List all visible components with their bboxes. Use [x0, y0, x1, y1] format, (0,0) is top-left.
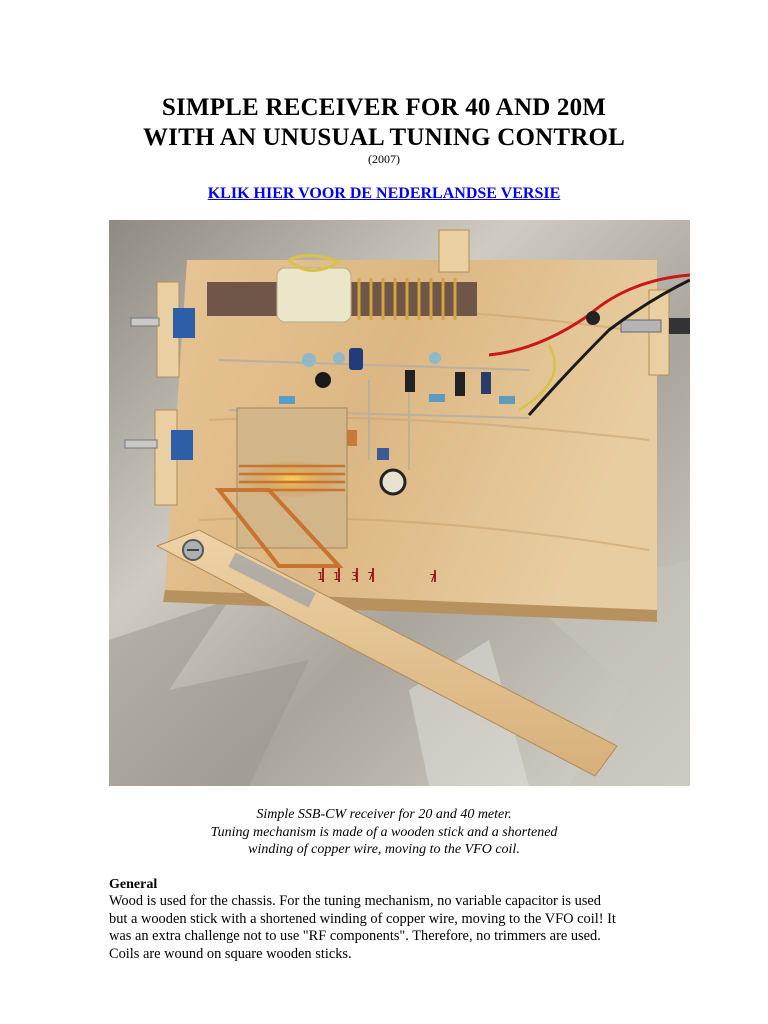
section-heading-general: General: [109, 877, 158, 892]
caption-line: Tuning mechanism is made of a wooden stick and a shortened: [210, 824, 558, 840]
scale-mark-3: 3: [351, 570, 358, 583]
caption-line: winding of copper wire, moving to the VFO coil.: [248, 842, 520, 857]
dutch-version-link[interactable]: KLIK HIER VOOR DE NEDERLANDSE VERSIE: [207, 185, 561, 202]
scale-mark-4: 7: [367, 570, 374, 583]
page-title-line-2: WITH AN UNUSUAL TUNING CONTROL: [142, 124, 625, 151]
year-label: (2007): [368, 152, 400, 166]
page-title-line-1: SIMPLE RECEIVER FOR 40 AND 20M: [161, 94, 607, 121]
caption-line: Simple SSB-CW receiver for 20 and 40 meter.: [256, 807, 512, 822]
photo-caption: [0, 806, 768, 859]
receiver-photo: [109, 220, 690, 786]
paragraph-line: Wood is used for the chassis. For the tuning mechanism, no variable capacitor is used: [109, 893, 602, 909]
paragraph-line: was an extra challenge not to use "RF components". Therefore, no trimmers are used.: [109, 928, 601, 944]
general-paragraph: [109, 893, 669, 963]
scale-mark-2: 1: [333, 570, 340, 583]
scale-mark-1: 1: [317, 570, 324, 583]
receiver-photo-illustration: [109, 220, 690, 786]
paragraph-line: but a wooden stick with a shortened winding of copper wire, moving to the VFO coil! It: [109, 910, 616, 927]
paragraph-line: Coils are wound on square wooden sticks.: [109, 945, 352, 962]
scale-mark-5: 7: [429, 572, 436, 585]
